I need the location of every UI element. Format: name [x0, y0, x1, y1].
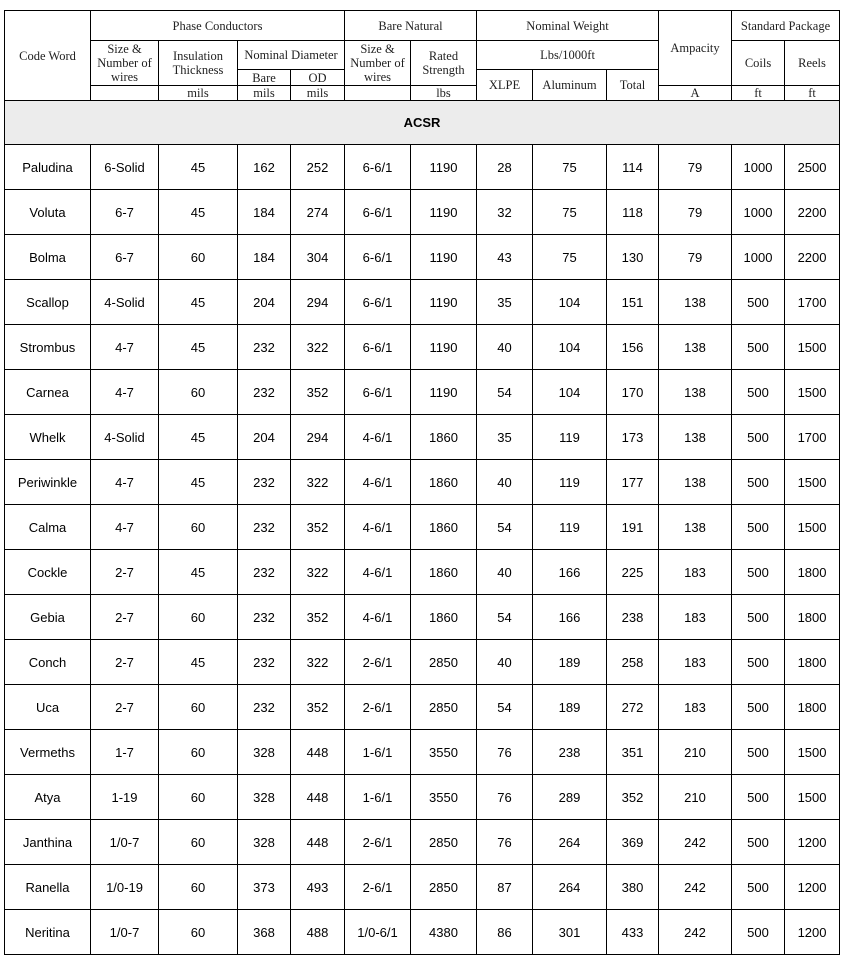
cell-insulation-thickness: 60 [159, 595, 238, 640]
cell-bare-diameter: 204 [238, 280, 291, 325]
cell-total-weight: 114 [607, 145, 659, 190]
cell-od-diameter: 322 [291, 460, 345, 505]
cell-code-word: Scallop [5, 280, 91, 325]
section-title: ACSR [5, 101, 840, 145]
table-row [5, 415, 840, 460]
cell-total-weight: 173 [607, 415, 659, 460]
cell-total-weight: 130 [607, 235, 659, 280]
cell-insulation-thickness: 45 [159, 325, 238, 370]
cell-code-word: Bolma [5, 235, 91, 280]
cell-bare-size: 1/0-6/1 [345, 910, 411, 955]
table-row [5, 460, 840, 505]
cell-bare-size: 4-6/1 [345, 595, 411, 640]
cell-total-weight: 369 [607, 820, 659, 865]
cell-coils: 500 [732, 415, 785, 460]
cell-insulation-thickness: 45 [159, 460, 238, 505]
cell-rated-strength: 1860 [411, 415, 477, 460]
table-row [5, 595, 840, 640]
cell-aluminum-weight: 238 [533, 730, 607, 775]
cell-coils: 500 [732, 910, 785, 955]
cell-coils: 500 [732, 505, 785, 550]
cell-ampacity: 79 [659, 145, 732, 190]
cell-xlpe-weight: 87 [477, 865, 533, 910]
cell-od-diameter: 322 [291, 640, 345, 685]
header-od: OD [291, 70, 345, 86]
table-row [5, 325, 840, 370]
cell-bare-size: 6-6/1 [345, 235, 411, 280]
table-row [5, 370, 840, 415]
cell-rated-strength: 1190 [411, 190, 477, 235]
cell-insulation-thickness: 60 [159, 775, 238, 820]
cell-xlpe-weight: 54 [477, 370, 533, 415]
cell-ampacity: 183 [659, 595, 732, 640]
cell-xlpe-weight: 76 [477, 820, 533, 865]
cell-total-weight: 258 [607, 640, 659, 685]
cell-bare-size: 1-6/1 [345, 775, 411, 820]
cell-coils: 500 [732, 280, 785, 325]
cell-bare-size: 6-6/1 [345, 325, 411, 370]
cell-code-word: Carnea [5, 370, 91, 415]
cell-coils: 500 [732, 730, 785, 775]
cell-rated-strength: 1190 [411, 370, 477, 415]
cell-insulation-thickness: 45 [159, 190, 238, 235]
cell-insulation-thickness: 60 [159, 370, 238, 415]
cell-xlpe-weight: 35 [477, 280, 533, 325]
cell-total-weight: 272 [607, 685, 659, 730]
table-row [5, 865, 840, 910]
cell-code-word: Cockle [5, 550, 91, 595]
cell-phase-size: 1/0-7 [91, 910, 159, 955]
cell-rated-strength: 3550 [411, 730, 477, 775]
cell-ampacity: 210 [659, 730, 732, 775]
cell-rated-strength: 3550 [411, 775, 477, 820]
cell-aluminum-weight: 119 [533, 415, 607, 460]
cell-coils: 500 [732, 865, 785, 910]
cell-ampacity: 138 [659, 505, 732, 550]
cell-phase-size: 6-Solid [91, 145, 159, 190]
cell-aluminum-weight: 119 [533, 460, 607, 505]
cell-aluminum-weight: 289 [533, 775, 607, 820]
cell-reels: 1800 [785, 640, 840, 685]
cell-total-weight: 225 [607, 550, 659, 595]
cell-bare-size: 6-6/1 [345, 190, 411, 235]
header-phase-size-wires: Size & Number of wires [91, 41, 159, 86]
cell-od-diameter: 352 [291, 370, 345, 415]
cell-coils: 500 [732, 550, 785, 595]
cell-phase-size: 1-7 [91, 730, 159, 775]
cell-xlpe-weight: 54 [477, 685, 533, 730]
cell-od-diameter: 352 [291, 595, 345, 640]
cell-od-diameter: 352 [291, 685, 345, 730]
cell-aluminum-weight: 75 [533, 190, 607, 235]
cell-aluminum-weight: 189 [533, 640, 607, 685]
cell-coils: 1000 [732, 145, 785, 190]
unit-bare: mils [238, 86, 291, 101]
cell-insulation-thickness: 60 [159, 505, 238, 550]
cell-phase-size: 2-7 [91, 550, 159, 595]
unit-od: mils [291, 86, 345, 101]
cell-rated-strength: 4380 [411, 910, 477, 955]
cell-ampacity: 183 [659, 685, 732, 730]
cell-aluminum-weight: 119 [533, 505, 607, 550]
cell-code-word: Voluta [5, 190, 91, 235]
cell-ampacity: 242 [659, 865, 732, 910]
cell-bare-diameter: 204 [238, 415, 291, 460]
cell-bare-size: 6-6/1 [345, 280, 411, 325]
header-lbs-per-1000ft: Lbs/1000ft [477, 41, 659, 70]
cell-reels: 1200 [785, 865, 840, 910]
cell-coils: 500 [732, 685, 785, 730]
cell-bare-diameter: 232 [238, 370, 291, 415]
cell-code-word: Calma [5, 505, 91, 550]
cell-code-word: Conch [5, 640, 91, 685]
cell-coils: 500 [732, 370, 785, 415]
cell-phase-size: 4-7 [91, 505, 159, 550]
cell-bare-size: 1-6/1 [345, 730, 411, 775]
cell-coils: 1000 [732, 190, 785, 235]
cell-phase-size: 6-7 [91, 190, 159, 235]
cell-xlpe-weight: 86 [477, 910, 533, 955]
cell-ampacity: 138 [659, 280, 732, 325]
cell-xlpe-weight: 43 [477, 235, 533, 280]
table-row [5, 235, 840, 280]
cell-insulation-thickness: 45 [159, 415, 238, 460]
cell-phase-size: 4-7 [91, 370, 159, 415]
cell-code-word: Paludina [5, 145, 91, 190]
cell-od-diameter: 322 [291, 325, 345, 370]
conductor-spec-table [4, 10, 840, 955]
table-row [5, 730, 840, 775]
cell-phase-size: 4-7 [91, 460, 159, 505]
cell-phase-size: 1/0-19 [91, 865, 159, 910]
cell-rated-strength: 2850 [411, 820, 477, 865]
table-row [5, 505, 840, 550]
cell-insulation-thickness: 60 [159, 865, 238, 910]
cell-xlpe-weight: 40 [477, 325, 533, 370]
cell-od-diameter: 352 [291, 505, 345, 550]
cell-total-weight: 238 [607, 595, 659, 640]
cell-bare-diameter: 232 [238, 460, 291, 505]
cell-reels: 1500 [785, 775, 840, 820]
unit-coils: ft [732, 86, 785, 101]
cell-code-word: Whelk [5, 415, 91, 460]
cell-reels: 1200 [785, 910, 840, 955]
cell-coils: 500 [732, 325, 785, 370]
cell-code-word: Uca [5, 685, 91, 730]
table-row [5, 820, 840, 865]
cell-bare-diameter: 232 [238, 550, 291, 595]
cell-rated-strength: 2850 [411, 685, 477, 730]
cell-rated-strength: 1190 [411, 235, 477, 280]
cell-aluminum-weight: 166 [533, 595, 607, 640]
header-code-word: Code Word [5, 11, 91, 101]
cell-phase-size: 1/0-7 [91, 820, 159, 865]
cell-reels: 1500 [785, 730, 840, 775]
cell-rated-strength: 2850 [411, 640, 477, 685]
cell-coils: 500 [732, 460, 785, 505]
cell-xlpe-weight: 32 [477, 190, 533, 235]
cell-od-diameter: 294 [291, 280, 345, 325]
table-row [5, 775, 840, 820]
cell-reels: 1700 [785, 415, 840, 460]
cell-phase-size: 6-7 [91, 235, 159, 280]
header-bare-natural: Bare Natural [345, 11, 477, 41]
cell-bare-size: 2-6/1 [345, 685, 411, 730]
table-row [5, 910, 840, 955]
cell-ampacity: 242 [659, 820, 732, 865]
cell-xlpe-weight: 35 [477, 415, 533, 460]
cell-insulation-thickness: 45 [159, 145, 238, 190]
cell-aluminum-weight: 189 [533, 685, 607, 730]
cell-code-word: Ranella [5, 865, 91, 910]
cell-ampacity: 138 [659, 370, 732, 415]
cell-bare-size: 4-6/1 [345, 505, 411, 550]
cell-rated-strength: 1860 [411, 550, 477, 595]
cell-total-weight: 433 [607, 910, 659, 955]
cell-ampacity: 242 [659, 910, 732, 955]
cell-phase-size: 4-7 [91, 325, 159, 370]
cell-reels: 2200 [785, 190, 840, 235]
cell-rated-strength: 1860 [411, 595, 477, 640]
cell-insulation-thickness: 60 [159, 685, 238, 730]
unit-blank-size [91, 86, 159, 101]
cell-bare-diameter: 368 [238, 910, 291, 955]
cell-bare-diameter: 232 [238, 325, 291, 370]
cell-bare-diameter: 232 [238, 505, 291, 550]
cell-phase-size: 2-7 [91, 595, 159, 640]
cell-bare-diameter: 328 [238, 730, 291, 775]
cell-ampacity: 79 [659, 235, 732, 280]
cell-ampacity: 210 [659, 775, 732, 820]
cell-insulation-thickness: 60 [159, 730, 238, 775]
cell-xlpe-weight: 40 [477, 460, 533, 505]
cell-od-diameter: 488 [291, 910, 345, 955]
header-nominal-weight: Nominal Weight [477, 11, 659, 41]
cell-bare-size: 4-6/1 [345, 415, 411, 460]
cell-bare-diameter: 232 [238, 685, 291, 730]
cell-code-word: Vermeths [5, 730, 91, 775]
cell-reels: 1800 [785, 595, 840, 640]
header-phase-conductors: Phase Conductors [91, 11, 345, 41]
cell-bare-size: 6-6/1 [345, 145, 411, 190]
cell-reels: 1700 [785, 280, 840, 325]
cell-od-diameter: 304 [291, 235, 345, 280]
cell-insulation-thickness: 60 [159, 235, 238, 280]
table-row [5, 640, 840, 685]
cell-code-word: Strombus [5, 325, 91, 370]
unit-ampacity: A [659, 86, 732, 101]
header-nominal-diameter: Nominal Diameter [238, 41, 345, 70]
unit-rated-strength: lbs [411, 86, 477, 101]
table-row [5, 190, 840, 235]
cell-od-diameter: 448 [291, 775, 345, 820]
cell-coils: 500 [732, 820, 785, 865]
cell-reels: 1800 [785, 685, 840, 730]
cell-reels: 2500 [785, 145, 840, 190]
cell-ampacity: 79 [659, 190, 732, 235]
cell-od-diameter: 252 [291, 145, 345, 190]
cell-total-weight: 118 [607, 190, 659, 235]
cell-aluminum-weight: 104 [533, 280, 607, 325]
cell-bare-diameter: 373 [238, 865, 291, 910]
cell-reels: 2200 [785, 235, 840, 280]
cell-insulation-thickness: 60 [159, 910, 238, 955]
cell-reels: 1500 [785, 325, 840, 370]
cell-ampacity: 138 [659, 325, 732, 370]
table-body [5, 101, 840, 955]
cell-reels: 1800 [785, 550, 840, 595]
header-bare-size-wires: Size & Number of wires [345, 41, 411, 86]
header-rated-strength: Rated Strength [411, 41, 477, 86]
cell-code-word: Neritina [5, 910, 91, 955]
header-standard-package: Standard Package [732, 11, 840, 41]
header-reels: Reels [785, 41, 840, 86]
cell-reels: 1500 [785, 505, 840, 550]
cell-coils: 500 [732, 640, 785, 685]
cell-xlpe-weight: 40 [477, 640, 533, 685]
cell-rated-strength: 1190 [411, 325, 477, 370]
cell-total-weight: 352 [607, 775, 659, 820]
table-row [5, 685, 840, 730]
header-aluminum: Aluminum [533, 70, 607, 101]
cell-insulation-thickness: 45 [159, 280, 238, 325]
cell-coils: 1000 [732, 235, 785, 280]
header-coils: Coils [732, 41, 785, 86]
cell-bare-diameter: 232 [238, 640, 291, 685]
unit-blank-bare-size [345, 86, 411, 101]
cell-total-weight: 191 [607, 505, 659, 550]
cell-reels: 1500 [785, 370, 840, 415]
cell-xlpe-weight: 54 [477, 595, 533, 640]
cell-xlpe-weight: 76 [477, 730, 533, 775]
cell-aluminum-weight: 301 [533, 910, 607, 955]
cell-aluminum-weight: 264 [533, 820, 607, 865]
cell-xlpe-weight: 28 [477, 145, 533, 190]
cell-bare-diameter: 162 [238, 145, 291, 190]
cell-bare-size: 2-6/1 [345, 865, 411, 910]
cell-total-weight: 380 [607, 865, 659, 910]
cell-rated-strength: 1190 [411, 280, 477, 325]
cell-phase-size: 4-Solid [91, 280, 159, 325]
header-xlpe: XLPE [477, 70, 533, 101]
cell-insulation-thickness: 45 [159, 640, 238, 685]
cell-insulation-thickness: 60 [159, 820, 238, 865]
cell-phase-size: 2-7 [91, 685, 159, 730]
cell-total-weight: 177 [607, 460, 659, 505]
cell-od-diameter: 448 [291, 730, 345, 775]
cell-reels: 1200 [785, 820, 840, 865]
cell-bare-size: 6-6/1 [345, 370, 411, 415]
cell-ampacity: 183 [659, 640, 732, 685]
cell-aluminum-weight: 75 [533, 145, 607, 190]
cell-phase-size: 1-19 [91, 775, 159, 820]
cell-total-weight: 170 [607, 370, 659, 415]
cell-ampacity: 183 [659, 550, 732, 595]
cell-code-word: Atya [5, 775, 91, 820]
cell-aluminum-weight: 75 [533, 235, 607, 280]
cell-od-diameter: 322 [291, 550, 345, 595]
cell-bare-diameter: 328 [238, 820, 291, 865]
cell-ampacity: 138 [659, 415, 732, 460]
cell-phase-size: 4-Solid [91, 415, 159, 460]
cell-phase-size: 2-7 [91, 640, 159, 685]
cell-bare-size: 4-6/1 [345, 550, 411, 595]
cell-aluminum-weight: 264 [533, 865, 607, 910]
cell-aluminum-weight: 166 [533, 550, 607, 595]
cell-rated-strength: 2850 [411, 865, 477, 910]
header-ampacity: Ampacity [659, 11, 732, 86]
cell-rated-strength: 1860 [411, 505, 477, 550]
cell-bare-diameter: 232 [238, 595, 291, 640]
cell-xlpe-weight: 54 [477, 505, 533, 550]
cell-bare-size: 2-6/1 [345, 640, 411, 685]
cell-od-diameter: 493 [291, 865, 345, 910]
cell-coils: 500 [732, 775, 785, 820]
cell-aluminum-weight: 104 [533, 370, 607, 415]
table-row [5, 145, 840, 190]
cell-total-weight: 351 [607, 730, 659, 775]
table-row [5, 280, 840, 325]
header-total: Total [607, 70, 659, 101]
cell-od-diameter: 294 [291, 415, 345, 460]
header-insulation-thickness: Insulation Thickness [159, 41, 238, 86]
cell-od-diameter: 274 [291, 190, 345, 235]
header-bare: Bare [238, 70, 291, 86]
cell-code-word: Gebia [5, 595, 91, 640]
cell-aluminum-weight: 104 [533, 325, 607, 370]
cell-bare-diameter: 328 [238, 775, 291, 820]
cell-coils: 500 [732, 595, 785, 640]
cell-bare-diameter: 184 [238, 190, 291, 235]
cell-bare-size: 2-6/1 [345, 820, 411, 865]
cell-code-word: Periwinkle [5, 460, 91, 505]
table-row [5, 550, 840, 595]
cell-rated-strength: 1190 [411, 145, 477, 190]
cell-bare-size: 4-6/1 [345, 460, 411, 505]
unit-reels: ft [785, 86, 840, 101]
cell-rated-strength: 1860 [411, 460, 477, 505]
cell-code-word: Janthina [5, 820, 91, 865]
cell-reels: 1500 [785, 460, 840, 505]
unit-insulation: mils [159, 86, 238, 101]
cell-od-diameter: 448 [291, 820, 345, 865]
cell-bare-diameter: 184 [238, 235, 291, 280]
cell-total-weight: 156 [607, 325, 659, 370]
cell-insulation-thickness: 45 [159, 550, 238, 595]
cell-total-weight: 151 [607, 280, 659, 325]
cell-ampacity: 138 [659, 460, 732, 505]
cell-xlpe-weight: 76 [477, 775, 533, 820]
cell-xlpe-weight: 40 [477, 550, 533, 595]
